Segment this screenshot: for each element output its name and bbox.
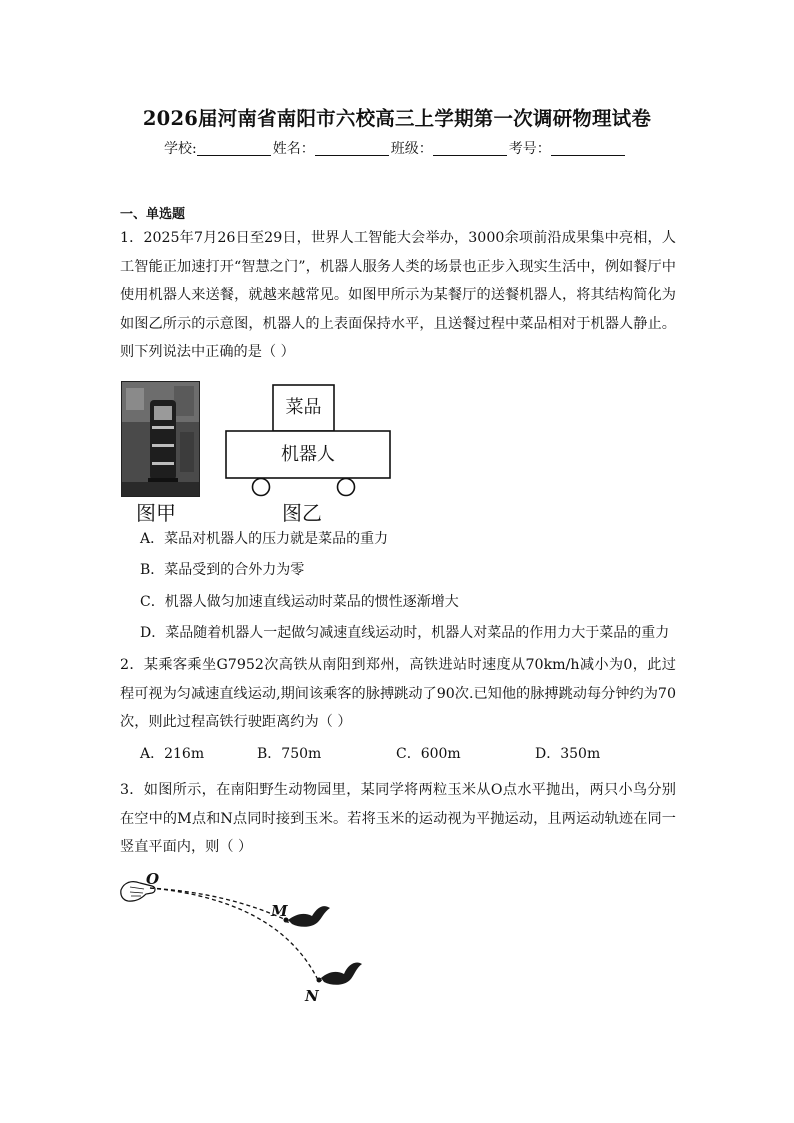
question-1-option-a[interactable]: A．菜品对机器人的压力就是菜品的重力 <box>140 531 389 547</box>
exam-title: 2026届河南省南阳市六校高三上学期第一次调研物理试卷 <box>142 107 652 130</box>
point-m-label: M <box>271 902 288 920</box>
exam-number-label: 考号： <box>508 141 551 157</box>
robot-label: 机器人 <box>281 444 335 465</box>
school-blank[interactable] <box>197 141 271 156</box>
point-o-label: O <box>146 870 160 888</box>
question-2-option-c[interactable]: C．600m <box>396 746 461 762</box>
section-title: 一、单选题 <box>120 207 186 222</box>
class-blank[interactable] <box>433 141 507 156</box>
question-1-option-c[interactable]: C．机器人做匀加速直线运动时菜品的惯性逐渐增大 <box>140 594 459 610</box>
class-label: 班级： <box>390 141 433 157</box>
question-2-stem: 2．某乘客乘坐G7952次高铁从南阳到郑州，高铁进站时速度从70km/h减小为0，此过程可视为匀减速直线运动,期间该乘客的脉搏跳动了90次.已知他的脉搏跳动每分钟约为70次，则此过程高铁行驶距离约为（ ） <box>120 657 676 730</box>
exam-number-blank[interactable] <box>551 141 625 156</box>
left-wheel <box>253 479 270 496</box>
question-2-option-d[interactable]: D．350m <box>535 746 601 762</box>
question-3-stem: 3．如图所示，在南阳野生动物园里，某同学将两粒玉米从O点水平抛出，两只小鸟分别在空中的M点和N点同时接到玉米。若将玉米的运动视为平抛运动，且两运动轨迹在同一竖直平面内，则（ ） <box>120 782 676 855</box>
figure-b-caption: 图乙 <box>282 501 322 525</box>
question-2-option-b[interactable]: B．750m <box>257 746 322 762</box>
dish-label: 菜品 <box>285 397 322 418</box>
bird-n-icon <box>317 962 362 984</box>
bird-m-icon <box>284 906 330 927</box>
school-label: 学校: <box>164 141 197 157</box>
point-n-label: N <box>305 987 319 1005</box>
question-1-option-d[interactable]: D．菜品随着机器人一起做匀减速直线运动时，机器人对菜品的作用力大于菜品的重力 <box>140 625 670 641</box>
question-1-stem: 1．2025年7月26日至29日，世界人工智能大会举办，3000余项前沿成果集中亮相，人工智能正加速打开“智慧之门”，机器人服务人类的场景也正步入现实生活中，例如餐厅中使用机器人来送餐，就越来越常见。如图甲所示为某餐厅的送餐机器人，将其结构简化为如图乙所示的示意图，机器人的上表面保持水平，且送餐过程中菜品相对于机器人静止。则下列说法中正确的是（ ） <box>120 230 676 360</box>
robot-photo <box>121 381 200 497</box>
name-label: 姓名： <box>272 141 315 157</box>
question-1-option-b[interactable]: B．菜品受到的合外力为零 <box>140 562 305 578</box>
trajectory-to-m <box>150 888 286 920</box>
projectile-diagram <box>118 868 368 1008</box>
figure-a-caption: 图甲 <box>136 501 176 525</box>
name-blank[interactable] <box>315 141 389 156</box>
question-2-option-a[interactable]: A．216m <box>140 746 205 762</box>
robot-photo-image <box>122 382 199 496</box>
student-info-line <box>164 138 627 158</box>
right-wheel <box>338 479 355 496</box>
